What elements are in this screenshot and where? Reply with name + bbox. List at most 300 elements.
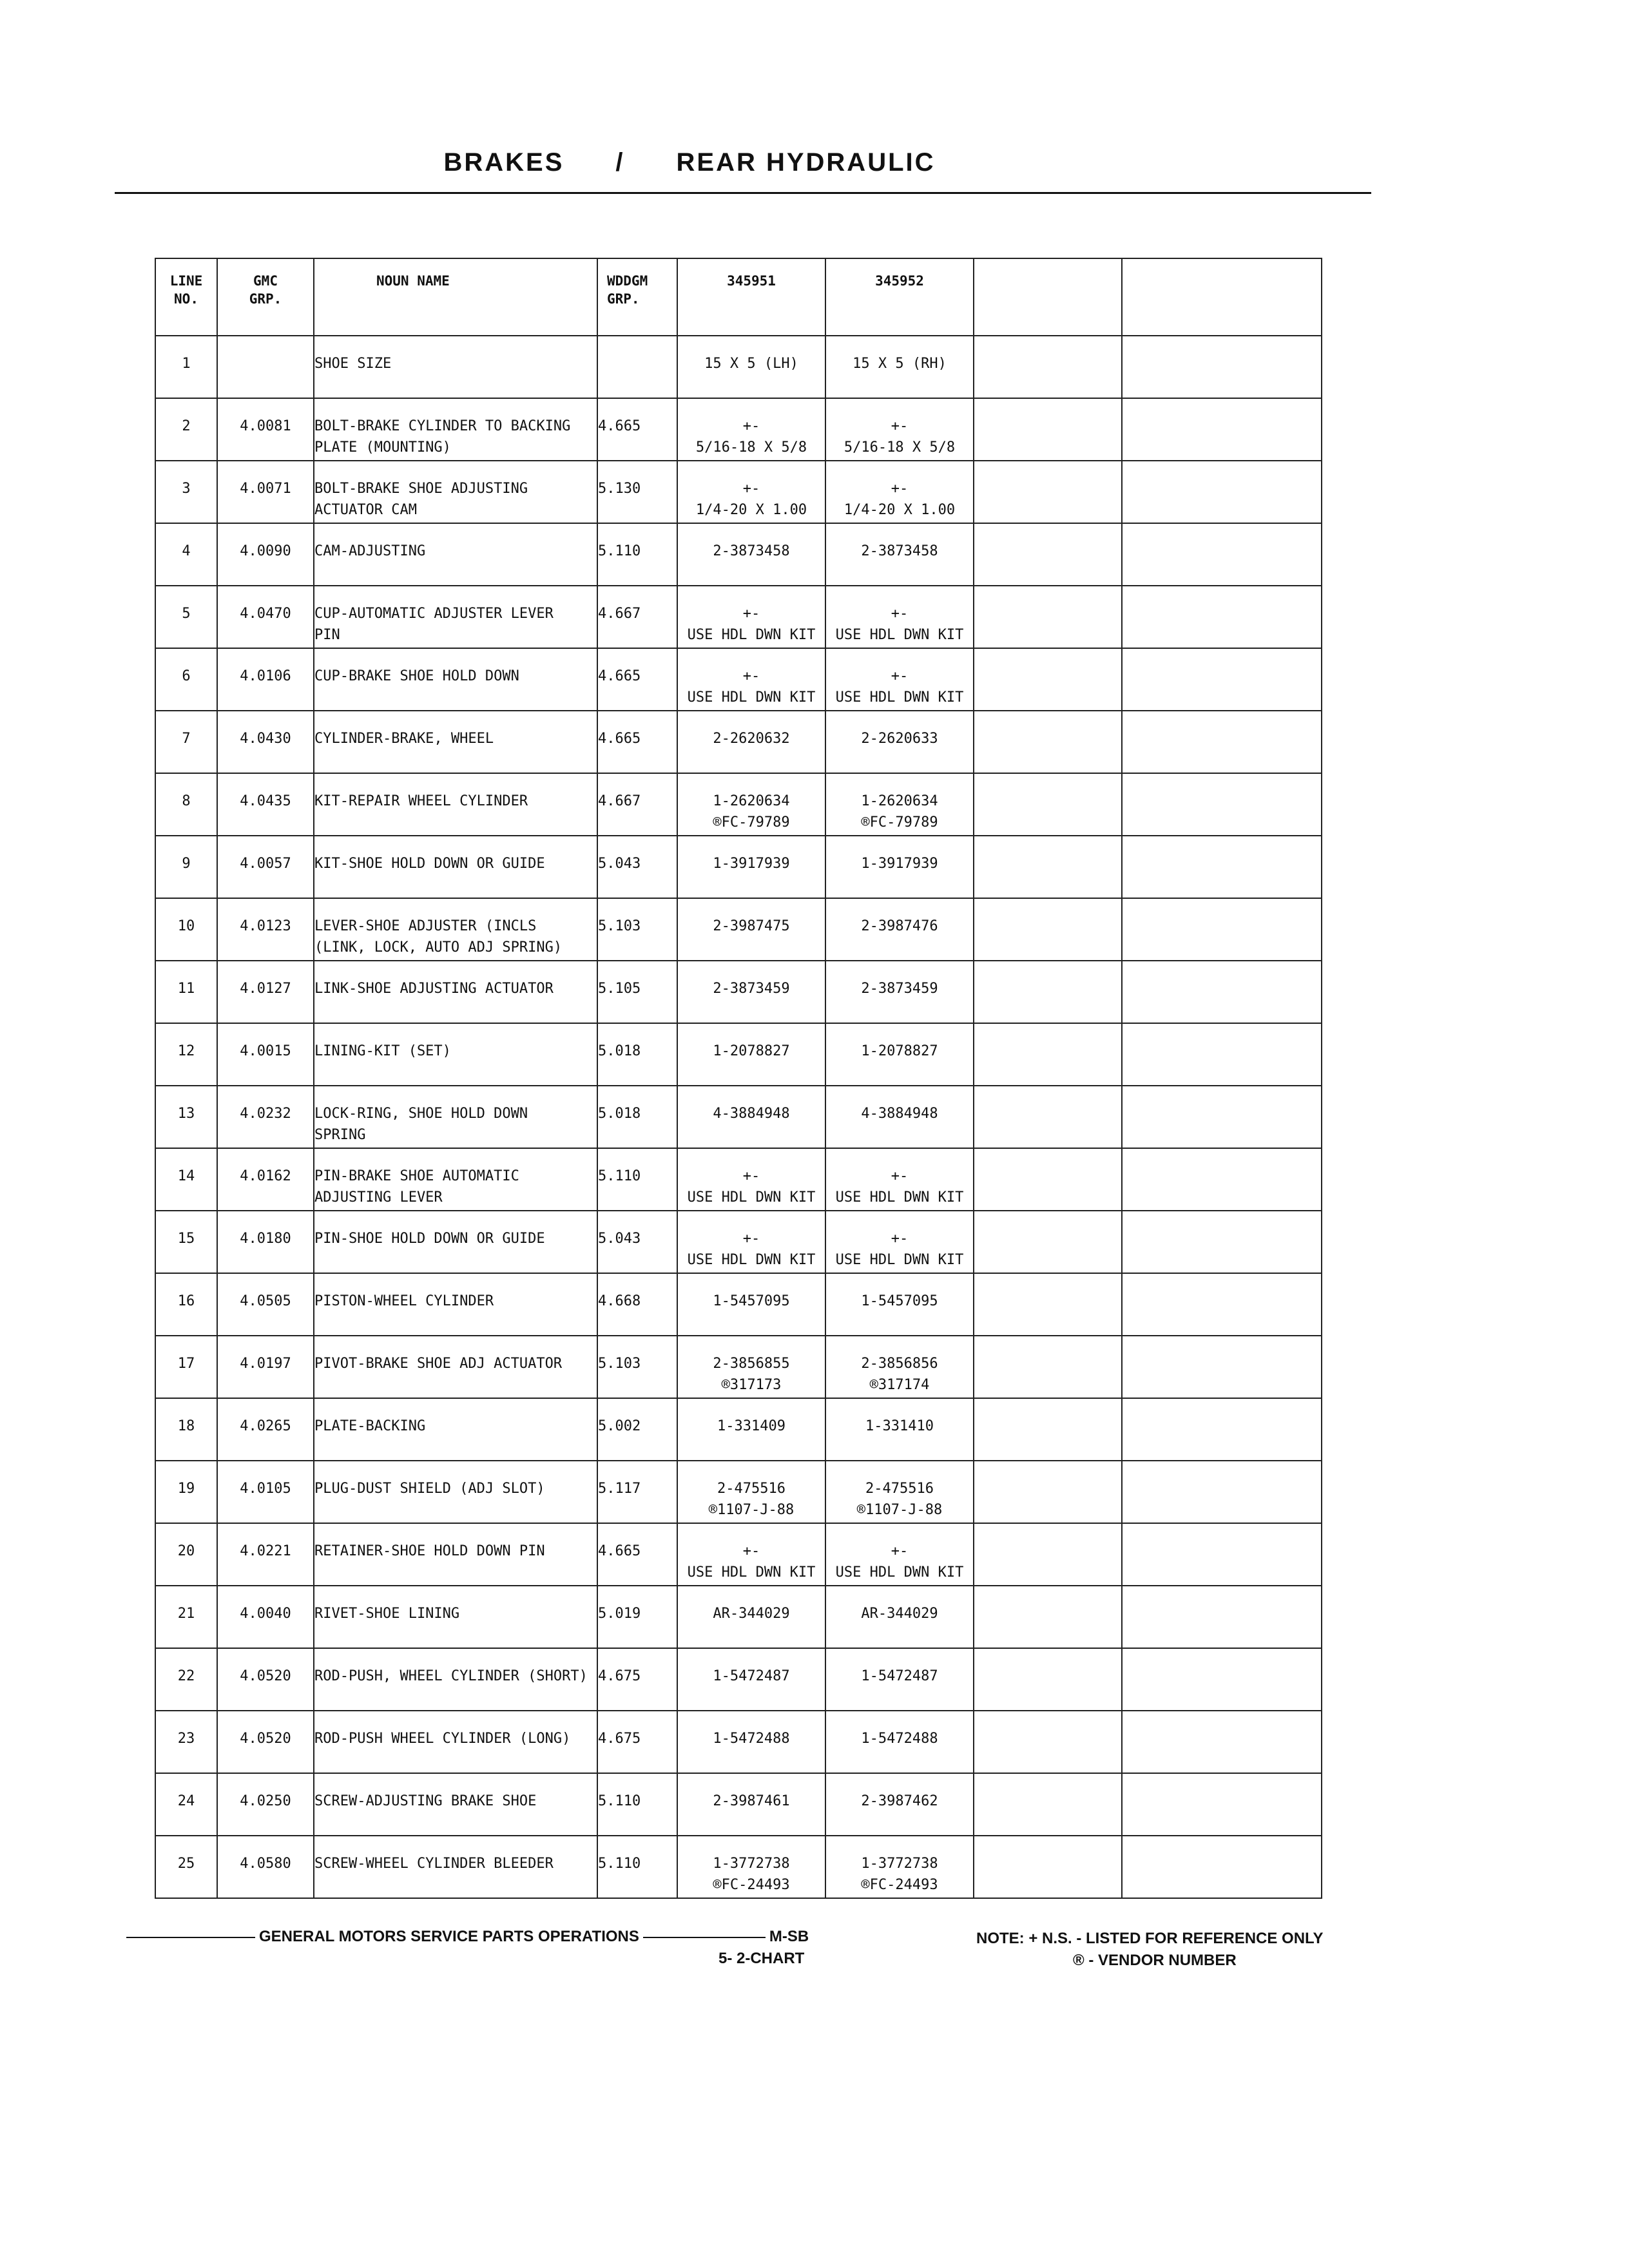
col-header-345952	[825, 258, 974, 336]
noun-name-text: BOLT-BRAKE SHOE ADJUSTING ACTUATOR CAM	[314, 481, 528, 518]
wddgm-group-text: 4.675	[598, 1668, 641, 1684]
noun-name-text: PLUG-DUST SHIELD (ADJ SLOT)	[314, 1481, 545, 1497]
gmc-group-text: 4.0435	[240, 793, 291, 809]
part-345951-cell	[677, 1211, 825, 1273]
wddgm-group-cell	[597, 1086, 677, 1148]
line-number-text: 20	[177, 1543, 195, 1559]
blank-cell	[974, 1648, 1122, 1711]
part-345952-text: 2-3987476	[861, 918, 938, 934]
noun-name-cell	[314, 836, 597, 898]
gmc-group-cell	[217, 1086, 314, 1148]
part-345952-cell	[825, 1273, 974, 1336]
gmc-group-cell	[217, 1648, 314, 1711]
line-number-cell	[155, 1398, 217, 1461]
noun-name-text: RETAINER-SHOE HOLD DOWN PIN	[314, 1543, 545, 1559]
footer-dash-left	[126, 1937, 255, 1938]
noun-name-cell	[314, 648, 597, 711]
blank-cell	[974, 1148, 1122, 1211]
gmc-group-text: 4.0470	[240, 606, 291, 622]
part-345951-cell	[677, 898, 825, 961]
wddgm-group-text: 5.103	[598, 918, 641, 934]
wddgm-group-cell	[597, 1773, 677, 1836]
line-number-cell	[155, 1086, 217, 1148]
part-345952-cell	[825, 1523, 974, 1586]
gmc-group-text: 4.0520	[240, 1668, 291, 1684]
col-noun-text: NOUN NAME	[376, 273, 450, 289]
wddgm-group-cell	[597, 1023, 677, 1086]
part-345952-text: 2-3873459	[861, 981, 938, 997]
wddgm-group-cell	[597, 1711, 677, 1773]
wddgm-group-text: 5.110	[598, 543, 641, 559]
part-345952-text: +- USE HDL DWN KIT	[835, 1168, 964, 1206]
part-345951-text: 2-2620632	[713, 731, 790, 747]
blank-cell	[1122, 1336, 1322, 1398]
line-number-text: 15	[177, 1231, 195, 1247]
noun-name-text: RIVET-SHOE LINING	[314, 1606, 460, 1622]
part-345952-text: 1-5472488	[861, 1731, 938, 1747]
part-345952-cell	[825, 961, 974, 1023]
blank-cell	[1122, 836, 1322, 898]
footer-note-1: NOTE: + N.S. - LISTED FOR REFERENCE ONLY	[976, 1930, 1324, 1947]
part-345951-cell	[677, 1398, 825, 1461]
line-number-cell	[155, 586, 217, 648]
gmc-group-cell	[217, 1023, 314, 1086]
gmc-group-text: 4.0015	[240, 1043, 291, 1059]
blank-cell	[974, 1086, 1122, 1148]
noun-name-cell	[314, 1711, 597, 1773]
part-345951-text: 2-3987461	[713, 1793, 790, 1809]
noun-name-text: BOLT-BRAKE CYLINDER TO BACKING PLATE (MOUNTING)	[314, 418, 571, 456]
gmc-group-cell	[217, 1836, 314, 1898]
col-header-345951	[677, 258, 825, 336]
footer-notes	[976, 1928, 1324, 1972]
table-row	[155, 1648, 1322, 1711]
line-number-text: 13	[177, 1106, 195, 1122]
gmc-group-text: 4.0106	[240, 668, 291, 684]
footer-org: GENERAL MOTORS SERVICE PARTS OPERATIONS	[259, 1928, 639, 1945]
part-345951-text: 1-5472487	[713, 1668, 790, 1684]
wddgm-group-cell	[597, 961, 677, 1023]
blank-cell	[1122, 711, 1322, 773]
table-row	[155, 836, 1322, 898]
table-row	[155, 1773, 1322, 1836]
noun-name-cell	[314, 1523, 597, 1586]
part-345952-text: 15 X 5 (RH)	[853, 356, 947, 372]
blank-cell	[974, 336, 1122, 398]
part-345951-text: 1-5472488	[713, 1731, 790, 1747]
line-number-text: 17	[177, 1356, 195, 1372]
part-345952-text: 2-475516 ®1107-J-88	[856, 1481, 943, 1518]
noun-name-text: ROD-PUSH, WHEEL CYLINDER (SHORT)	[314, 1668, 588, 1684]
gmc-group-text: 4.0105	[240, 1481, 291, 1497]
gmc-group-text: 4.0081	[240, 418, 291, 434]
part-345952-text: +- 1/4-20 X 1.00	[843, 481, 956, 518]
blank-cell	[1122, 523, 1322, 586]
noun-name-text: SCREW-ADJUSTING BRAKE SHOE	[314, 1793, 537, 1809]
wddgm-group-text: 4.675	[598, 1731, 641, 1747]
part-345952-cell	[825, 773, 974, 836]
wddgm-group-text: 4.667	[598, 606, 641, 622]
wddgm-group-cell	[597, 1273, 677, 1336]
table-row	[155, 1523, 1322, 1586]
table-row	[155, 711, 1322, 773]
line-number-cell	[155, 1586, 217, 1648]
table-row	[155, 1336, 1322, 1398]
col-header-line	[155, 258, 217, 336]
page-title	[0, 148, 1379, 177]
blank-cell	[1122, 586, 1322, 648]
col-header-noun	[314, 258, 597, 336]
part-345952-text: 1-5472487	[861, 1668, 938, 1684]
noun-name-text: LINING-KIT (SET)	[314, 1043, 451, 1059]
gmc-group-cell	[217, 1273, 314, 1336]
blank-cell	[1122, 1273, 1322, 1336]
gmc-group-cell	[217, 586, 314, 648]
part-345952-cell	[825, 1586, 974, 1648]
col-line-text: LINE NO.	[169, 273, 203, 307]
wddgm-group-cell	[597, 1336, 677, 1398]
gmc-group-cell	[217, 1773, 314, 1836]
part-345951-cell	[677, 1523, 825, 1586]
col-345952-text: 345952	[875, 273, 924, 289]
line-number-cell	[155, 1461, 217, 1523]
wddgm-group-cell	[597, 523, 677, 586]
line-number-text: 4	[182, 543, 191, 559]
part-345952-text: +- USE HDL DWN KIT	[835, 1543, 964, 1581]
line-number-text: 2	[182, 418, 191, 434]
line-number-cell	[155, 336, 217, 398]
table-row	[155, 1586, 1322, 1648]
gmc-group-text: 4.0505	[240, 1293, 291, 1309]
line-number-cell	[155, 461, 217, 523]
part-345951-text: +- USE HDL DWN KIT	[687, 668, 816, 706]
table-row	[155, 898, 1322, 961]
gmc-group-cell	[217, 898, 314, 961]
gmc-group-cell	[217, 398, 314, 461]
blank-cell	[1122, 1836, 1322, 1898]
part-345952-cell	[825, 1773, 974, 1836]
part-345952-cell	[825, 648, 974, 711]
blank-cell	[974, 1773, 1122, 1836]
blank-cell	[974, 523, 1122, 586]
part-345952-text: 1-5457095	[861, 1293, 938, 1309]
wddgm-group-text: 4.667	[598, 793, 641, 809]
part-345952-cell	[825, 523, 974, 586]
line-number-text: 11	[177, 981, 195, 997]
line-number-cell	[155, 1773, 217, 1836]
blank-cell	[974, 1523, 1122, 1586]
table-row	[155, 1273, 1322, 1336]
noun-name-text: CUP-BRAKE SHOE HOLD DOWN	[314, 668, 519, 684]
part-345951-text: +- 1/4-20 X 1.00	[695, 481, 807, 518]
blank-cell	[974, 1836, 1122, 1898]
noun-name-cell	[314, 1086, 597, 1148]
noun-name-text: KIT-SHOE HOLD DOWN OR GUIDE	[314, 856, 545, 872]
gmc-group-cell	[217, 1711, 314, 1773]
table-row	[155, 1023, 1322, 1086]
part-345951-text: 1-2078827	[713, 1043, 790, 1059]
part-345951-cell	[677, 461, 825, 523]
gmc-group-text: 4.0162	[240, 1168, 291, 1184]
line-number-text: 14	[177, 1168, 195, 1184]
part-345951-text: 15 X 5 (LH)	[704, 356, 798, 372]
wddgm-group-text: 5.110	[598, 1856, 641, 1872]
line-number-text: 23	[177, 1731, 195, 1747]
line-number-cell	[155, 1336, 217, 1398]
table-row	[155, 1461, 1322, 1523]
line-number-text: 7	[182, 731, 191, 747]
part-345951-text: 2-3873459	[713, 981, 790, 997]
blank-cell	[974, 711, 1122, 773]
blank-cell	[974, 648, 1122, 711]
table-row	[155, 461, 1322, 523]
wddgm-group-cell	[597, 773, 677, 836]
blank-cell	[1122, 1461, 1322, 1523]
wddgm-group-cell	[597, 1148, 677, 1211]
footer-code: M-SB	[769, 1928, 809, 1945]
line-number-cell	[155, 1836, 217, 1898]
line-number-cell	[155, 1273, 217, 1336]
line-number-text: 16	[177, 1293, 195, 1309]
part-345952-text: 1-2620634 ®FC-79789	[861, 793, 938, 831]
line-number-text: 5	[182, 606, 191, 622]
wddgm-group-cell	[597, 586, 677, 648]
col-345951-text: 345951	[727, 273, 776, 289]
part-345951-text: 1-5457095	[713, 1293, 790, 1309]
gmc-group-text: 4.0265	[240, 1418, 291, 1434]
noun-name-cell	[314, 398, 597, 461]
part-345951-cell	[677, 398, 825, 461]
table-row	[155, 336, 1322, 398]
noun-name-cell	[314, 773, 597, 836]
part-345951-cell	[677, 1336, 825, 1398]
gmc-group-text: 4.0127	[240, 981, 291, 997]
line-number-cell	[155, 1023, 217, 1086]
blank-cell	[974, 773, 1122, 836]
part-345951-cell	[677, 523, 825, 586]
noun-name-text: ROD-PUSH WHEEL CYLINDER (LONG)	[314, 1731, 571, 1747]
table-row	[155, 398, 1322, 461]
noun-name-text: CAM-ADJUSTING	[314, 543, 426, 559]
gmc-group-cell	[217, 773, 314, 836]
section-title: BRAKES	[443, 148, 564, 177]
noun-name-text: PIN-BRAKE SHOE AUTOMATIC ADJUSTING LEVER	[314, 1168, 519, 1206]
noun-name-cell	[314, 1398, 597, 1461]
noun-name-text: PIVOT-BRAKE SHOE ADJ ACTUATOR	[314, 1356, 563, 1372]
part-345952-text: +- 5/16-18 X 5/8	[843, 418, 956, 456]
blank-cell	[974, 961, 1122, 1023]
blank-cell	[1122, 961, 1322, 1023]
part-345952-cell	[825, 1711, 974, 1773]
footer-org-line	[122, 1928, 809, 1946]
part-345952-text: 1-3917939	[861, 856, 938, 872]
blank-cell	[974, 1398, 1122, 1461]
part-345952-cell	[825, 898, 974, 961]
noun-name-cell	[314, 1648, 597, 1711]
part-345951-cell	[677, 1586, 825, 1648]
noun-name-text: CUP-AUTOMATIC ADJUSTER LEVER PIN	[314, 606, 554, 643]
gmc-group-text: 4.0197	[240, 1356, 291, 1372]
wddgm-group-text: 4.665	[598, 668, 641, 684]
gmc-group-cell	[217, 523, 314, 586]
gmc-group-text: 4.0430	[240, 731, 291, 747]
blank-cell	[1122, 1773, 1322, 1836]
line-number-cell	[155, 1148, 217, 1211]
line-number-text: 3	[182, 481, 191, 497]
wddgm-group-text: 5.043	[598, 856, 641, 872]
wddgm-group-text: 5.110	[598, 1793, 641, 1809]
gmc-group-cell	[217, 1461, 314, 1523]
noun-name-cell	[314, 1586, 597, 1648]
part-345952-text: 4-3884948	[861, 1106, 938, 1122]
blank-cell	[1122, 1086, 1322, 1148]
part-345952-cell	[825, 836, 974, 898]
noun-name-cell	[314, 898, 597, 961]
wddgm-group-cell	[597, 711, 677, 773]
wddgm-group-text: 5.103	[598, 1356, 641, 1372]
gmc-group-cell	[217, 1586, 314, 1648]
part-345951-cell	[677, 961, 825, 1023]
parts-table	[155, 258, 1322, 1899]
gmc-group-text: 4.0071	[240, 481, 291, 497]
noun-name-text: PISTON-WHEEL CYLINDER	[314, 1293, 494, 1309]
gmc-group-text: 4.0057	[240, 856, 291, 872]
part-345951-cell	[677, 1836, 825, 1898]
col-gmc-text: GMC GRP.	[249, 273, 282, 307]
part-345952-cell	[825, 336, 974, 398]
line-number-text: 22	[177, 1668, 195, 1684]
col-header-wddgm	[597, 258, 677, 336]
part-345951-text: 1-3772738 ®FC-24493	[713, 1856, 790, 1893]
noun-name-text: PLATE-BACKING	[314, 1418, 426, 1434]
wddgm-group-text: 5.019	[598, 1606, 641, 1622]
blank-cell	[974, 1461, 1122, 1523]
part-345951-text: +- 5/16-18 X 5/8	[695, 418, 807, 456]
line-number-text: 19	[177, 1481, 195, 1497]
noun-name-text: CYLINDER-BRAKE, WHEEL	[314, 731, 494, 747]
line-number-cell	[155, 523, 217, 586]
wddgm-group-text: 5.117	[598, 1481, 641, 1497]
part-345951-text: AR-344029	[713, 1606, 790, 1622]
wddgm-group-text: 5.002	[598, 1418, 641, 1434]
part-345952-text: 1-2078827	[861, 1043, 938, 1059]
line-number-cell	[155, 836, 217, 898]
part-345951-text: 4-3884948	[713, 1106, 790, 1122]
noun-name-cell	[314, 1336, 597, 1398]
wddgm-group-cell	[597, 1586, 677, 1648]
noun-name-cell	[314, 1211, 597, 1273]
header-rule	[115, 192, 1371, 194]
wddgm-group-cell	[597, 336, 677, 398]
blank-cell	[974, 586, 1122, 648]
blank-cell	[974, 1023, 1122, 1086]
wddgm-group-cell	[597, 461, 677, 523]
wddgm-group-text: 4.665	[598, 418, 641, 434]
part-345952-text: AR-344029	[861, 1606, 938, 1622]
part-345952-text: 1-331410	[865, 1418, 934, 1434]
line-number-cell	[155, 898, 217, 961]
part-345951-text: +- USE HDL DWN KIT	[687, 1231, 816, 1268]
blank-cell	[1122, 1211, 1322, 1273]
part-345951-text: 1-331409	[717, 1418, 786, 1434]
col-wddgm-text: WDDGM GRP.	[607, 273, 648, 307]
wddgm-group-text: 4.665	[598, 731, 641, 747]
table-row	[155, 1398, 1322, 1461]
wddgm-group-cell	[597, 898, 677, 961]
footer-note-2: ® - VENDOR NUMBER	[1073, 1952, 1237, 1969]
noun-name-text: SCREW-WHEEL CYLINDER BLEEDER	[314, 1856, 554, 1872]
part-345951-cell	[677, 1461, 825, 1523]
part-345952-text: 2-3873458	[861, 543, 938, 559]
part-345951-cell	[677, 1086, 825, 1148]
gmc-group-cell	[217, 336, 314, 398]
blank-cell	[1122, 1023, 1322, 1086]
gmc-group-cell	[217, 961, 314, 1023]
wddgm-group-cell	[597, 1398, 677, 1461]
noun-name-cell	[314, 1836, 597, 1898]
wddgm-group-text: 5.018	[598, 1106, 641, 1122]
blank-cell	[1122, 461, 1322, 523]
col-header-blank-2	[1122, 258, 1322, 336]
part-345951-cell	[677, 1648, 825, 1711]
part-345951-cell	[677, 1773, 825, 1836]
gmc-group-text: 4.0180	[240, 1231, 291, 1247]
blank-cell	[1122, 1711, 1322, 1773]
wddgm-group-cell	[597, 1836, 677, 1898]
gmc-group-cell	[217, 1211, 314, 1273]
table-row	[155, 523, 1322, 586]
line-number-cell	[155, 398, 217, 461]
wddgm-group-cell	[597, 1523, 677, 1586]
part-345952-cell	[825, 586, 974, 648]
line-number-cell	[155, 1523, 217, 1586]
table-row	[155, 773, 1322, 836]
blank-cell	[1122, 648, 1322, 711]
part-345952-cell	[825, 1086, 974, 1148]
noun-name-cell	[314, 1461, 597, 1523]
part-345951-cell	[677, 1023, 825, 1086]
blank-cell	[974, 1211, 1122, 1273]
blank-cell	[974, 398, 1122, 461]
part-345951-cell	[677, 1148, 825, 1211]
title-separator: /	[615, 148, 625, 177]
part-345952-text: +- USE HDL DWN KIT	[835, 606, 964, 643]
part-345952-text: 1-3772738 ®FC-24493	[861, 1856, 938, 1893]
part-345951-text: +- USE HDL DWN KIT	[687, 1168, 816, 1206]
part-345952-text: +- USE HDL DWN KIT	[835, 668, 964, 706]
part-345951-cell	[677, 1273, 825, 1336]
part-345951-cell	[677, 836, 825, 898]
wddgm-group-cell	[597, 1461, 677, 1523]
line-number-text: 9	[182, 856, 191, 872]
part-345952-cell	[825, 1461, 974, 1523]
blank-cell	[974, 1336, 1122, 1398]
gmc-group-cell	[217, 1523, 314, 1586]
part-345951-text: 1-2620634 ®FC-79789	[713, 793, 790, 831]
blank-cell	[1122, 898, 1322, 961]
part-345952-text: 2-2620633	[861, 731, 938, 747]
wddgm-group-cell	[597, 398, 677, 461]
wddgm-group-text: 4.668	[598, 1293, 641, 1309]
gmc-group-cell	[217, 461, 314, 523]
blank-cell	[1122, 773, 1322, 836]
wddgm-group-text: 5.130	[598, 481, 641, 497]
wddgm-group-text: 5.043	[598, 1231, 641, 1247]
line-number-cell	[155, 1211, 217, 1273]
noun-name-text: LINK-SHOE ADJUSTING ACTUATOR	[314, 981, 554, 997]
noun-name-cell	[314, 1273, 597, 1336]
footer-dash-right	[643, 1937, 766, 1938]
